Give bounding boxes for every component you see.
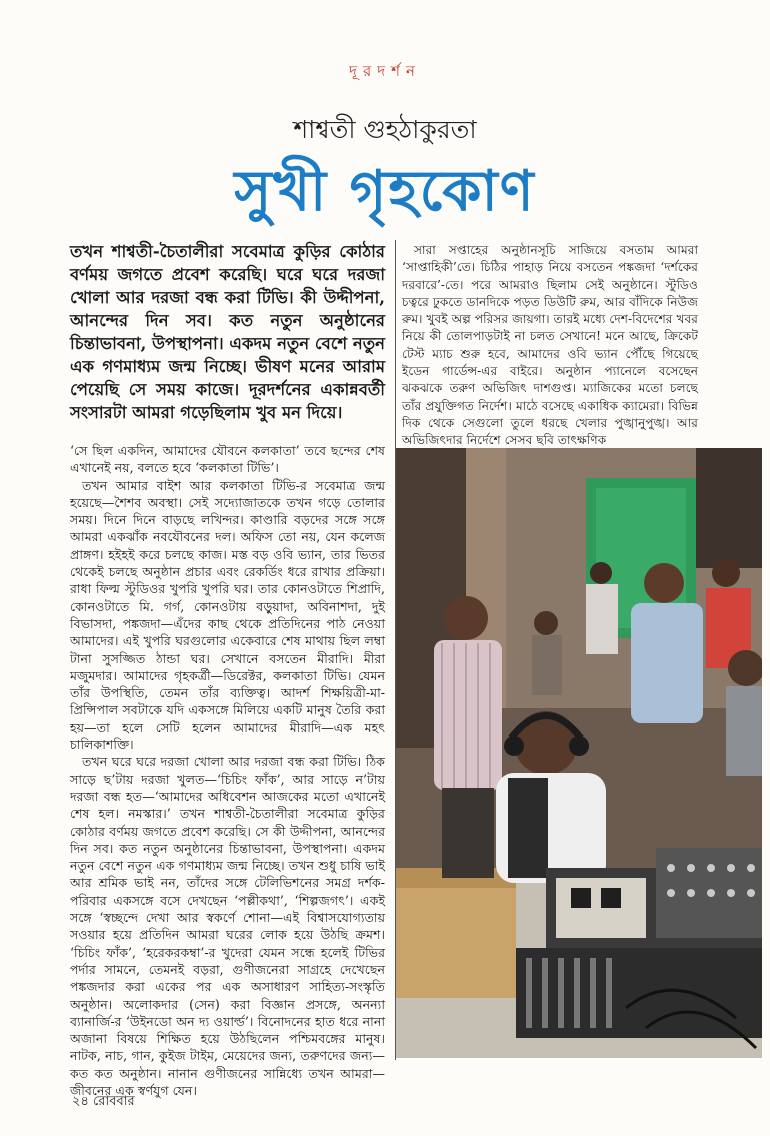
body-paragraph: তখন ঘরে ঘরে দরজা খোলা আর দরজা বন্ধ করা টিভি। ঠিক সাড়ে ছ’টায় দরজা খুলত—‘চিচিং ফাঁক’, আর সাড়ে ন’টায় দরজা বন্ধ হত—‘আমাদের অধিবেশন আজকের মতো এখানেই শেষ হল। নমস্কার।’ তখন শাশ্বতী-চৈতালীরা সবেমাত্র কুড়ির কোঠার বর্ণময় জগতে প্রবেশ করেছি। সে কী উদ্দীপনা, আনন্দের দিন সব। কত নতুন অনুষ্ঠানের চিন্তাভাবনা, উপস্থাপনা। একদম নতুন বেশে নতুন এক গণমাধ্যম জন্ম নিচ্ছে। তখন শুধু চাষি ভাই আর শ্রমিক ভাই নন, তাঁদের সঙ্গে টেলিভিশনের সমগ্র দর্শক-পরিবার একসঙ্গে বসে দেখছেন ‘পল্লীকথা’, ‘শিল্পজগৎ’। একই সঙ্গে ‘স্বচ্ছন্দে দেখা আর স্বকর্ণে শোনা—এই বিশ্বাসযোগ্যতায় সওয়ার হয়ে প্রতিদিন আমরা ঘরের লোক হয়ে উঠছি ক্রমশ। ‘চিচিং ফাঁক’, ‘হরেকরকম্বা’-র খুদেরা যেমন সন্ধে হলেই টিভির পর্দার সামনে, তেমনই বড়রা, গুণীজনেরা সাগ্রহে দেখেছেন পঙ্কজদার করা একের পর এক অসাধারণ সাহিত্য-সংস্কৃতি অনুষ্ঠান। অলোকদার (সেন) করা বিজ্ঞান প্রসঙ্গে, অনন্যা ব্যানার্জি-র ‘উইনডো অন দ্য ওয়ার্ল্ড’। বিনোদনের হাত ধরে নানা অজানা বিষয়ে শিক্ষিত হয়ে উঠছিলেন পশ্চিমবঙ্গের মানুষ। নাটক, নাচ, গান, কুইজ টাইম, মেয়েদের জন্য, তরুণদের জন্য—কত কত অনুষ্ঠান। নানান গুণীজনের সান্নিধ্যে তখন আমরা—জীবনের এক স্বর্ণযুগ যেন।: [70, 754, 385, 1098]
article-photo: [396, 448, 762, 1058]
article-title: সুখী গৃহকোণ: [234, 158, 536, 224]
body-column-left: [70, 442, 385, 1099]
body-column-right: [402, 242, 698, 450]
page-footer: ২৪ রোববার: [72, 1094, 135, 1109]
lead-paragraph: [70, 240, 385, 424]
section-label: দূরদর্শন: [349, 62, 421, 80]
lead-text: তখন শাশ্বতী-চৈতালীরা সবেমাত্র কুড়ির কোঠার বর্ণময় জগতে প্রবেশ করেছি। ঘরে ঘরে দরজা খোলা আর দরজা বন্ধ করা টিভি। কী উদ্দীপনা, আনন্দের দিন সব। কত নতুন অনুষ্ঠানের চিন্তাভাবনা, উপস্থাপনা। একদম নতুন বেশে নতুন এক গণমাধ্যম জন্ম নিচ্ছে। ভীষণ মনের আরাম পেয়েছি সে সময় কাজে। দূরদর্শনের একান্নবর্তী সংসারটা আমরা গড়েছিলাম খুব মন দিয়ে।: [70, 242, 385, 422]
body-paragraph: ‘সে ছিল একদিন, আমাদের যৌবনে কলকাতা’ তবে ছন্দের শেষ এখানেই নয়, বলতে হবে ‘কলকাতা টিভি’।: [70, 443, 385, 476]
body-paragraph: তখন আমার বাইশ আর কলকাতা টিভি-র সবেমাত্র জন্ম হয়েছে—শৈশব অবস্থা। সেই সদ্যোজাতকে তখন গড়ে তোলার সময়। দিনে দিনে বাড়ছে লখিন্দর। কাণ্ডারি বড়দের সঙ্গে সঙ্গে আমরা একঝাঁক নবযৌবনের দল। অফিস তো নয়, যেন কলেজ প্রাঙ্গণ। হইহই করে চলছে কাজ। মস্ত বড় ওবি ভ্যান, তার ভিতর থেকেই চলছে অনুষ্ঠান প্রচার এবং রেকর্ডিং ধরে রাখার প্রক্রিয়া। রাধা ফিল্ম স্টুডিওর খুপরি খুপরি ঘর। তার কোনওটাতে শিপ্রাদি, কোনওটাতে মি. গর্গ, কোনওটায় বড়ুয়াদা, অবিনাশদা, দুই বিভাসদা, পঙ্কজদা—এঁদের কাছ থেকে প্রতিদিনের পাঠ নেওয়া আমাদের। এই খুপরি ঘরগুলোর একেবারে শেষ মাথায় ছিল লম্বা টানা সুসজ্জিত ঠান্ডা ঘর। সেখানে বসতেন মীরাদি। মীরা মজুমদার। আমাদের গৃহকর্ত্রী—ডিরেক্টর, কলকাতা টিভি। যেমন তাঁর উপস্থিতি, তেমন তাঁর ব্যক্তিত্ব। আদর্শ শিক্ষয়িত্রী-মা-প্রিন্সিপাল সবটাকে যদি একসঙ্গে মিলিয়ে একটি মানুষ তৈরি করা হয়—তা হলে সেটি হলেন আমাদের মীরাদি—এক মহৎ চালিকাশক্তি।: [70, 477, 385, 753]
body-paragraph: সারা সপ্তাহের অনুষ্ঠানসূচি সাজিয়ে বসতাম আমরা ‘সাপ্তাহিকী’তে। চিঠির পাহাড় নিয়ে বসতেন পঙ্কজদা ‘দর্শকের দরবারে’-তে। পরে আমরাও ছিলাম সেই অনুষ্ঠানে। স্টুডিও চত্বরে ঢুকতে ডানদিকে পড়ত ডিউটি রুম, আর বাঁদিকে নিউজ রুম। খুবই অল্প পরিসর জায়গা। তারই মধ্যে দেশ-বিদেশের খবর নিয়ে কী তোলপাড়টাই না চলত সেখানে! মনে আছে, ক্রিকেট টেস্ট ম্যাচ শুরু হবে, আমাদের ওবি ভ্যান পৌঁছে গিয়েছে ইডেন গার্ডেন্স-এর বাইরে। অনুষ্ঠান প্যানেলে বসেছেন ঝকঝকে তরুণ অভিজিৎ দাশগুপ্ত। ম্যাজিকের মতো চলছে তাঁর প্রযুক্তিগত নির্দেশ। মাঠে বসেছে একাধিক ক্যামেরা। বিভিন্ন দিক থেকে সেগুলো তুলে ধরছে খেলার পুঙ্খানুপুঙ্খ। আর অভিজিৎদার নির্দেশে সেসব ছবি তাৎক্ষণিক: [402, 243, 698, 448]
author-byline: শাশ্বতী গুহঠাকুরতা: [293, 115, 477, 144]
